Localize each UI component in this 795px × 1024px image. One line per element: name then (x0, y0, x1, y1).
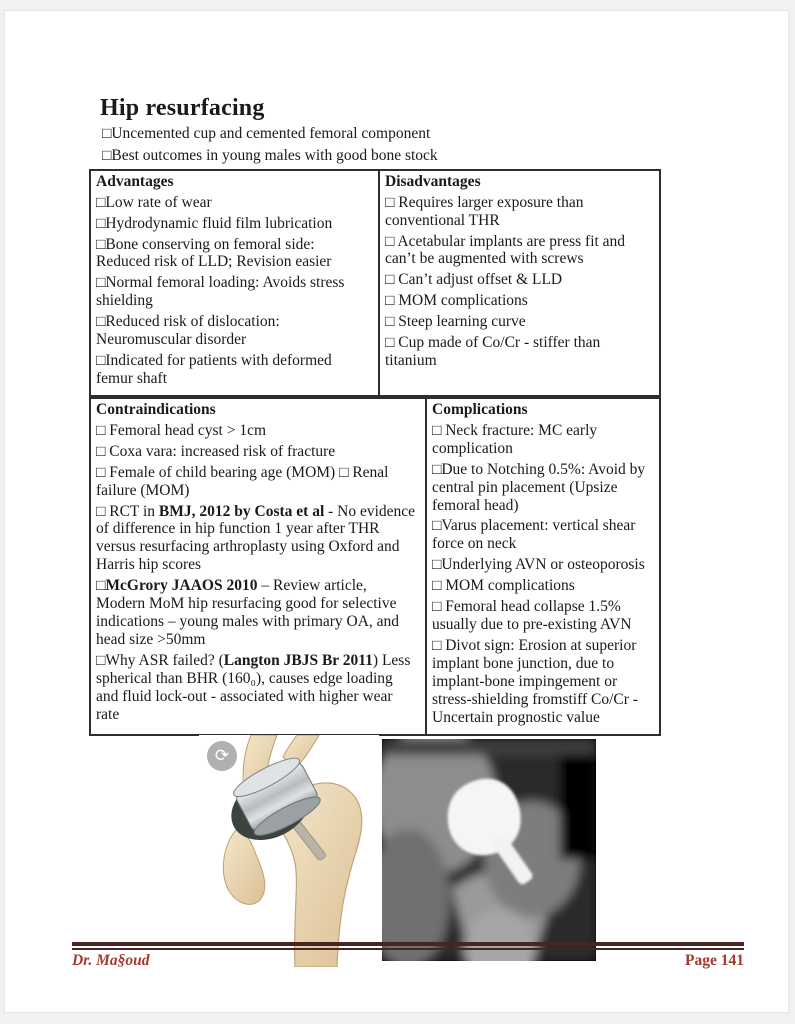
list-item: □ Femoral head cyst > 1cm (96, 421, 267, 439)
page-footer (72, 942, 744, 970)
list-item: □Bone conserving on femoral side: Reduced risk of LLD; Revision easier (96, 235, 332, 271)
list-item: □Indicated for patients with deformed femur shaft (96, 352, 332, 388)
list-item: □ Steep learning curve (385, 313, 526, 331)
column-header: Complications (432, 401, 528, 419)
list-item: □ Can’t adjust offset & LLD (385, 271, 563, 289)
page-content (89, 95, 663, 967)
list-item: □ Requires larger exposure than conventional THR (385, 193, 584, 229)
list-item: □Varus placement: vertical shear force on neck (432, 517, 636, 553)
column-header: Advantages (96, 173, 174, 191)
contraindications-cell (90, 398, 426, 735)
intro-item: □Best outcomes in young males with good bone stock (102, 146, 438, 164)
list-item: □McGrory JAAOS 2010 – Review article, Modern MoM hip resurfacing good for selective indications – young males with primary OA, and head size >50mm (96, 577, 400, 649)
list-item: □ Female of child bearing age (MOM) □ Renal failure (MOM) (96, 463, 389, 499)
list-item: □ MOM complications (432, 577, 575, 595)
hip-xray-image (382, 739, 596, 961)
rotate-icon[interactable]: ⟳ (207, 741, 237, 771)
list-item: □ RCT in BMJ, 2012 by Costa et al - No evidence of difference in hip function 1 year after THR versus resurfacing arthroplasty using Oxford and Harris hip scores (96, 502, 416, 574)
intro-list (102, 125, 663, 165)
list-item: □ Coxa vara: increased risk of fracture (96, 442, 336, 460)
list-item: □Underlying AVN or osteoporosis (432, 556, 645, 574)
complications-cell (426, 398, 660, 735)
advantages-cell (90, 170, 379, 396)
advantages-disadvantages-table (89, 169, 661, 397)
list-item: □ Cup made of Co/Cr - stiffer than titanium (385, 334, 601, 370)
list-item: □Why ASR failed? (Langton JBJS Br 2011) Less spherical than BHR (160₀), causes edge loading and fluid lock-out - associated with higher wear rate (96, 652, 411, 724)
list-item: □Low rate of wear (96, 193, 212, 211)
disadvantages-cell (379, 170, 660, 396)
list-item: □ MOM complications (385, 292, 528, 310)
contraindications-complications-table (89, 397, 661, 736)
list-item: □ Femoral head collapse 1.5% usually due to pre-existing AVN (432, 598, 632, 634)
column-header: Contraindications (96, 401, 216, 419)
footer-page-number: Page 141 (685, 952, 744, 969)
list-item: □Reduced risk of dislocation: Neuromuscular disorder (96, 313, 280, 349)
list-item: □ Neck fracture: MC early complication (432, 421, 598, 457)
document-page (4, 10, 789, 1013)
intro-item: □Uncemented cup and cemented femoral component (102, 125, 431, 142)
figures-row (199, 735, 663, 967)
list-item: □ Acetabular implants are press fit and can’t be augmented with screws (385, 232, 626, 268)
list-item: □Normal femoral loading: Avoids stress shielding (96, 274, 345, 310)
footer-author: Dr. Ma§oud (72, 952, 150, 969)
list-item: □ Divot sign: Erosion at superior implant bone junction, due to implant-bone impingement or stress-shielding fromstiff Co/Cr - Uncertain prognostic value (432, 637, 638, 727)
column-header: Disadvantages (385, 173, 481, 191)
list-item: □Due to Notching 0.5%: Avoid by central pin placement (Upsize femoral head) (432, 460, 646, 514)
page-title: Hip resurfacing (100, 95, 265, 121)
footer-rule (72, 942, 744, 950)
implant-illustration (199, 735, 379, 967)
list-item: □Hydrodynamic fluid film lubrication (96, 214, 333, 232)
